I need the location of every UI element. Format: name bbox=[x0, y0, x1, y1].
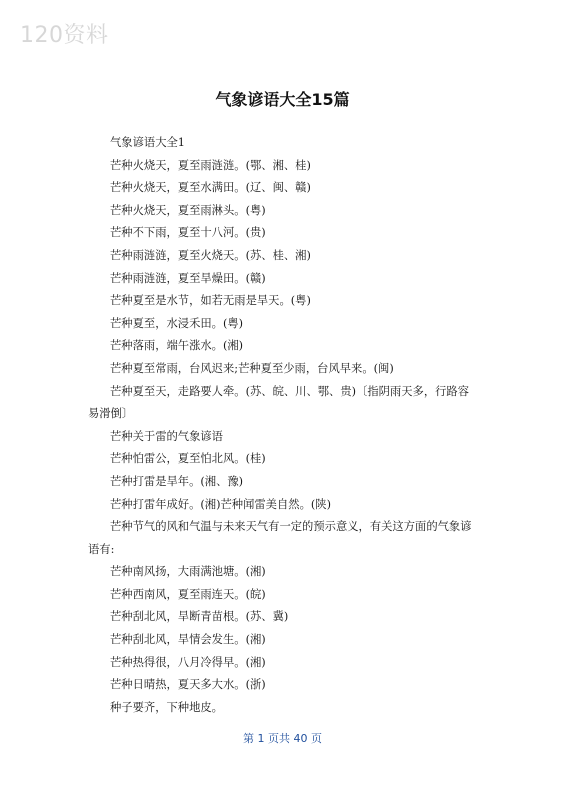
body-paragraph: 芒种火烧天，夏至雨涟涟。(鄂、湘、桂) bbox=[110, 158, 311, 172]
body-paragraph: 芒种刮北风，旱断青苗根。(苏、冀) bbox=[110, 610, 289, 624]
body-paragraph: 芒种热得很，八月冷得早。(湘) bbox=[110, 655, 266, 669]
body-paragraph: 芒种怕雷公，夏至怕北风。(桂) bbox=[110, 452, 266, 466]
body-paragraph: 芒种夏至天，走路要人牵。(苏、皖、川、鄂、贵)〔指阴雨天多，行路容易滑倒〕 bbox=[88, 384, 470, 421]
body-paragraph: 芒种西南风，夏至雨连天。(皖) bbox=[110, 587, 266, 601]
page-number-footer: 第 1 页共 40 页 bbox=[243, 732, 322, 745]
body-paragraph: 芒种雨涟涟，夏至旱燥田。(赣) bbox=[110, 271, 266, 285]
watermark-logo: 120资料 bbox=[20, 23, 109, 48]
body-paragraph: 芒种刮北风，旱情会发生。(湘) bbox=[110, 633, 266, 647]
body-paragraph: 芒种节气的风和气温与未来天气有一定的预示意义，有关这方面的气象谚语有: bbox=[88, 520, 472, 556]
body-paragraph: 种子要齐，下种地皮。 bbox=[110, 700, 223, 714]
body-paragraph: 芒种夏至是水节，如若无雨是旱天。(粤) bbox=[110, 294, 311, 308]
body-paragraph: 芒种夏至常雨，台风迟来;芒种夏至少雨，台风早来。(闽) bbox=[110, 361, 394, 375]
body-paragraph: 芒种火烧天，夏至雨淋头。(粤) bbox=[110, 203, 266, 217]
body-paragraph: 芒种夏至，水浸禾田。(粤) bbox=[110, 316, 244, 330]
body-paragraph: 芒种不下雨，夏至十八河。(贵) bbox=[110, 226, 266, 240]
body-paragraph: 芒种落雨，端午涨水。(湘) bbox=[110, 339, 244, 353]
body-paragraph: 气象谚语大全1 bbox=[110, 136, 185, 149]
body-paragraph: 芒种火烧天，夏至水满田。(辽、闽、赣) bbox=[110, 181, 311, 195]
body-paragraph: 芒种日晴热，夏天多大水。(浙) bbox=[110, 678, 266, 692]
document-title: 气象谚语大全15篇 bbox=[215, 90, 350, 109]
body-paragraph: 芒种南风扬，大雨满池塘。(湘) bbox=[110, 565, 266, 579]
body-paragraph: 芒种雨涟涟，夏至火烧天。(苏、桂、湘) bbox=[110, 248, 311, 262]
body-paragraph: 芒种打雷是旱年。(湘、豫) bbox=[110, 474, 244, 488]
body-paragraph: 芒种打雷年成好。(湘)芒种闻雷美自然。(陕) bbox=[110, 497, 331, 511]
document-body bbox=[88, 132, 480, 719]
body-paragraph: 芒种关于雷的气象谚语 bbox=[110, 429, 223, 443]
